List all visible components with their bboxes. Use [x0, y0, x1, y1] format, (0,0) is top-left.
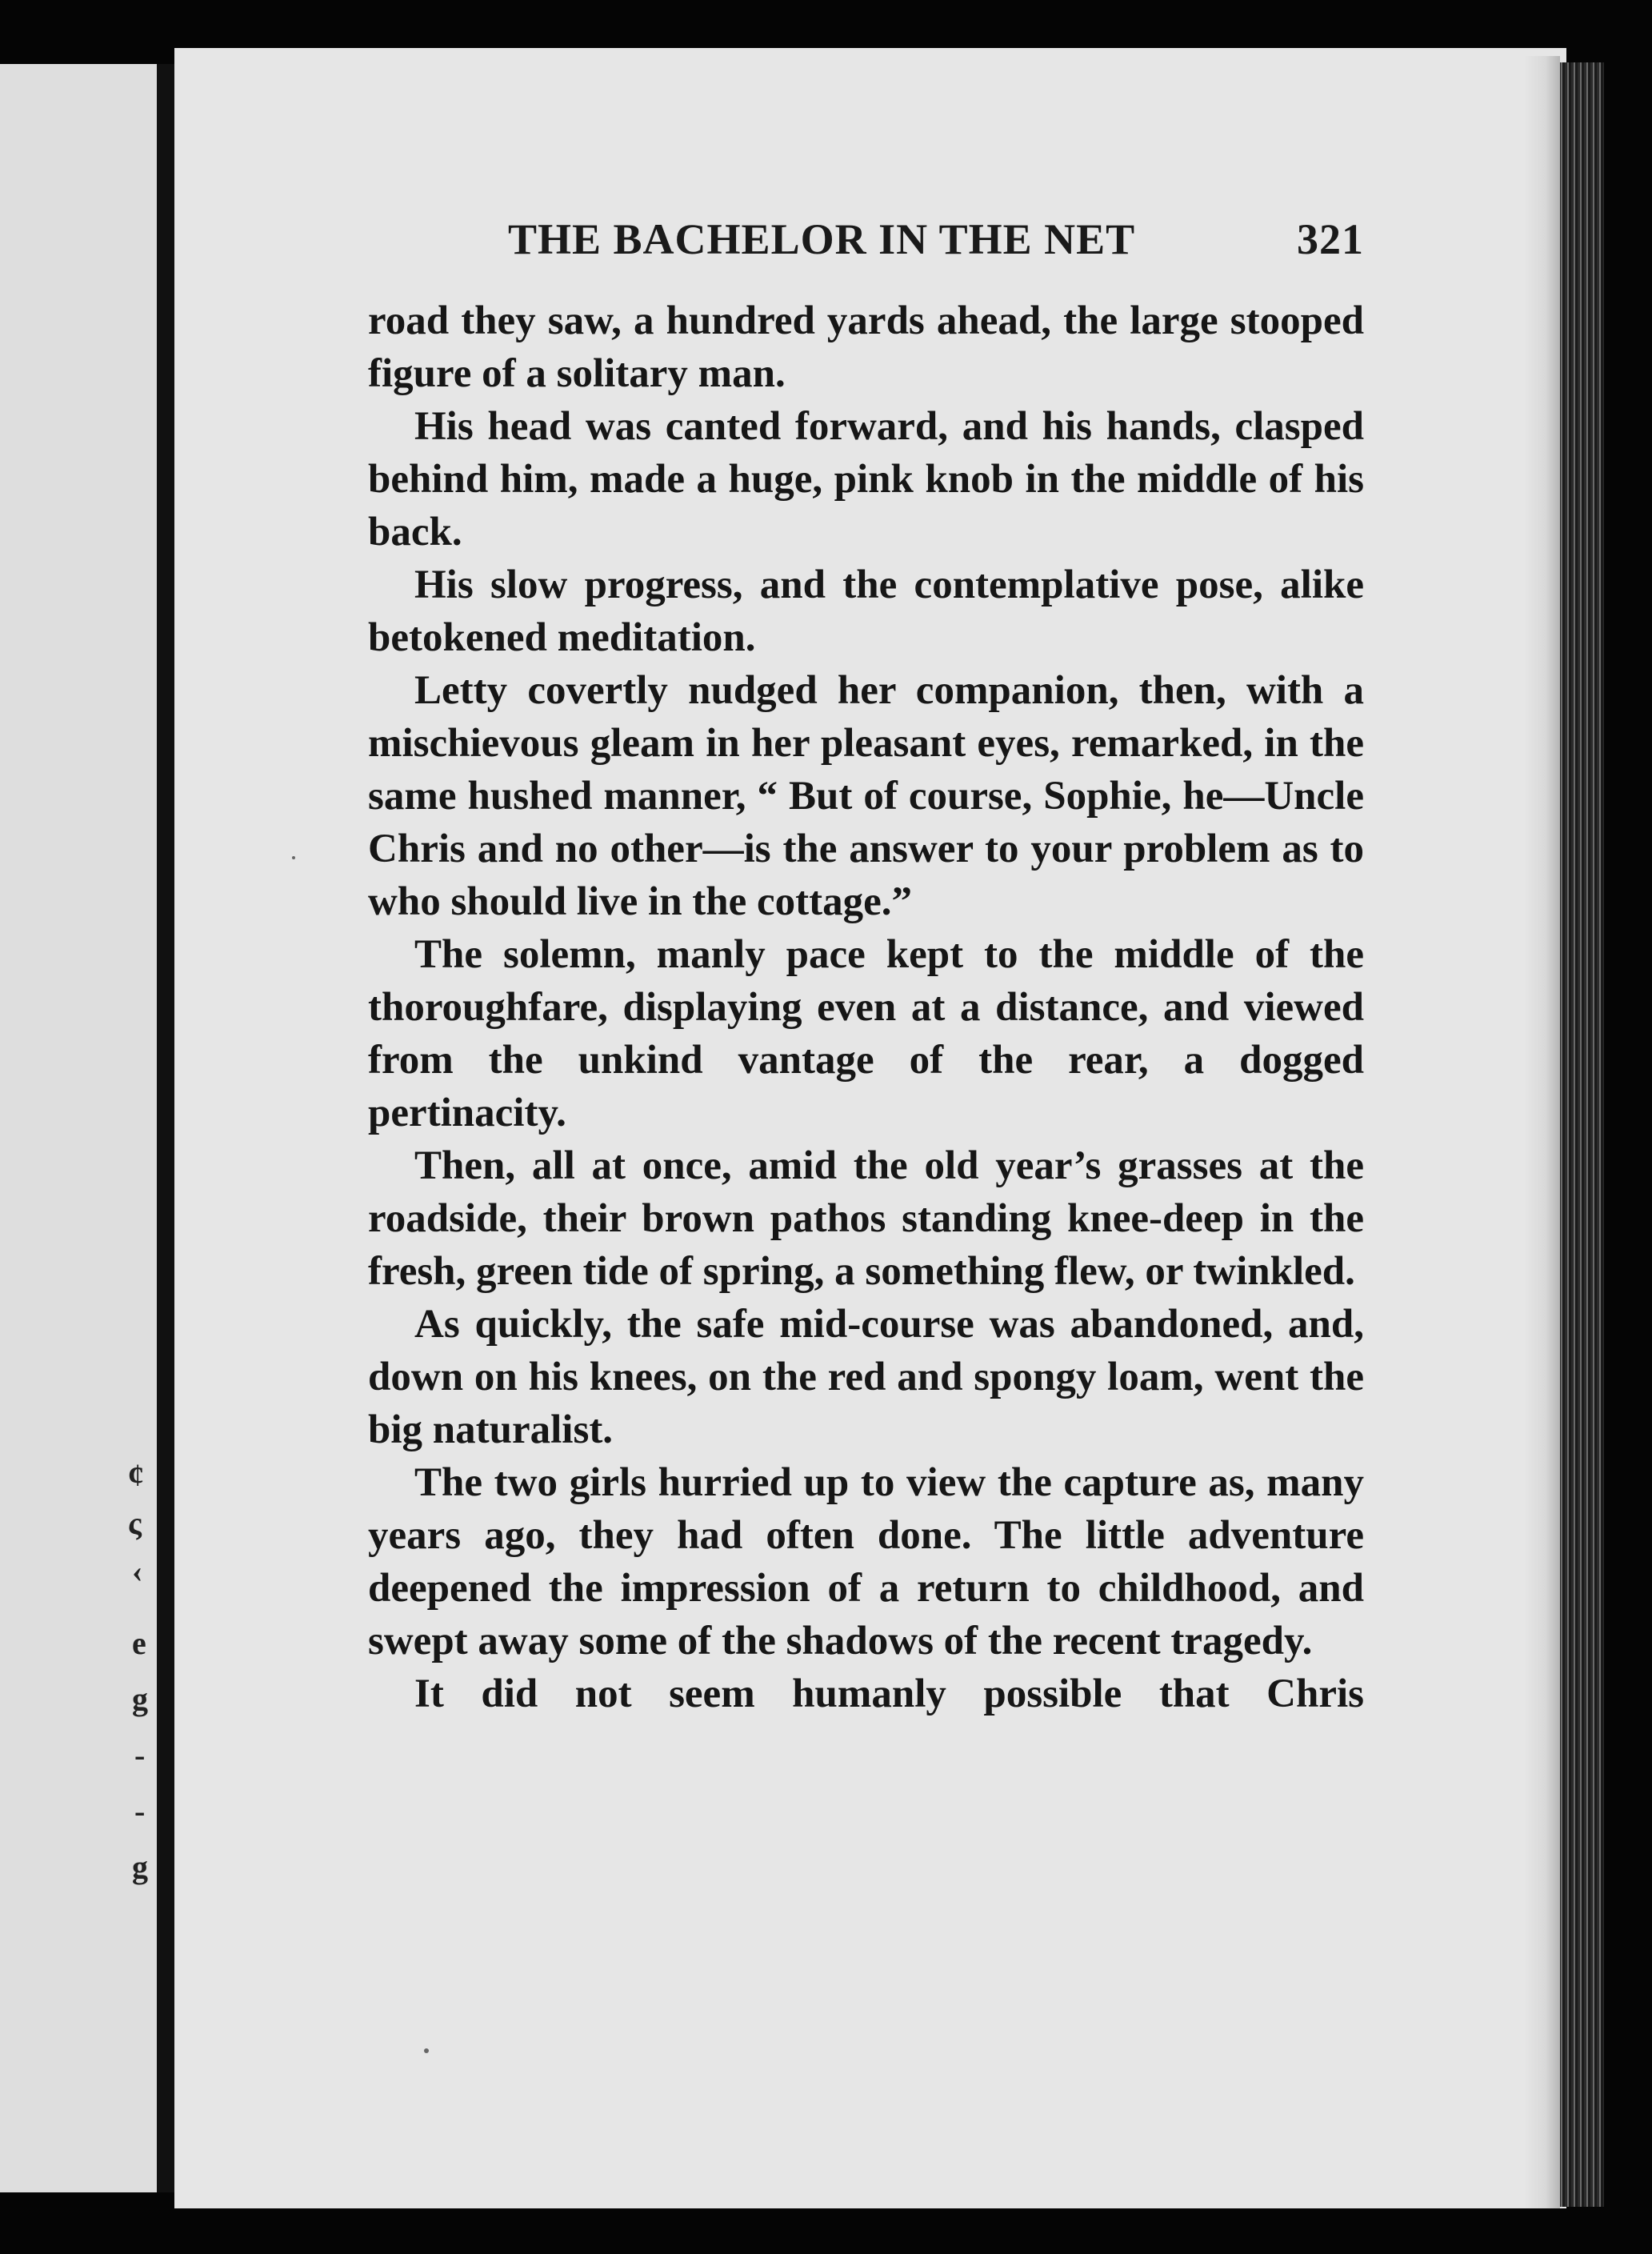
left-page-edge-char: -: [134, 1793, 146, 1829]
paragraph: It did not seem humanly possible that Chris: [414, 1671, 1364, 1716]
left-page-edge-char: ¢: [128, 1457, 144, 1493]
left-page-edge-char: g: [132, 1849, 148, 1885]
paragraph: The two girls hurried up to view the capture as, many years ago, they had often done. The little adventure deepened the impression of a return to childhood, and swept away some of the shadows of the recent tragedy.: [368, 1460, 1364, 1663]
left-page-edge-char: g: [132, 1681, 148, 1717]
book-gutter: [157, 64, 174, 2192]
left-page-sliver: [0, 64, 157, 2192]
paragraph: His slow progress, and the contemplative pose, alike betokened meditation.: [368, 562, 1364, 660]
body-text: [368, 294, 1364, 1720]
scan-speck: [424, 2048, 429, 2053]
running-head: [368, 214, 1364, 278]
paragraph: Then, all at once, amid the old year’s grasses at the roadside, their brown pathos standing knee-deep in the fresh, green tide of spring, a something flew, or twinkled.: [368, 1143, 1364, 1294]
scan-speck: [292, 856, 295, 859]
running-head-title: THE BACHELOR IN THE NET: [508, 215, 1136, 263]
left-page-edge-char: ς: [128, 1505, 142, 1541]
paragraph: The solemn, manly pace kept to the middle of the thoroughfare, displaying even at a distance, and viewed from the unkind vantage of the rear, a dogged pertinacity.: [368, 932, 1364, 1135]
page-number: 321: [1297, 215, 1364, 263]
left-page-edge-char: e: [132, 1625, 146, 1661]
paragraph: road they saw, a hundred yards ahead, the large stooped figure of a solitary man.: [368, 298, 1364, 396]
page-edge-shadow: [1524, 56, 1560, 2208]
left-page-edge-char: ‹: [132, 1553, 143, 1589]
left-page-edge-char: -: [134, 1737, 146, 1773]
paragraph: His head was canted forward, and his hands, clasped behind him, made a huge, pink knob in the middle of his back.: [368, 404, 1364, 554]
paragraph: Letty covertly nudged her companion, then, with a mischievous gleam in her pleasant eyes, remarked, in the same hushed manner, “ But of course, Sophie, he—Uncle Chris and no other—is the answer to your problem as to who should live in the cottage.”: [368, 668, 1364, 924]
paragraph: As quickly, the safe mid-course was abandoned, and, down on his knees, on the red and spongy loam, went the big naturalist.: [368, 1302, 1364, 1452]
